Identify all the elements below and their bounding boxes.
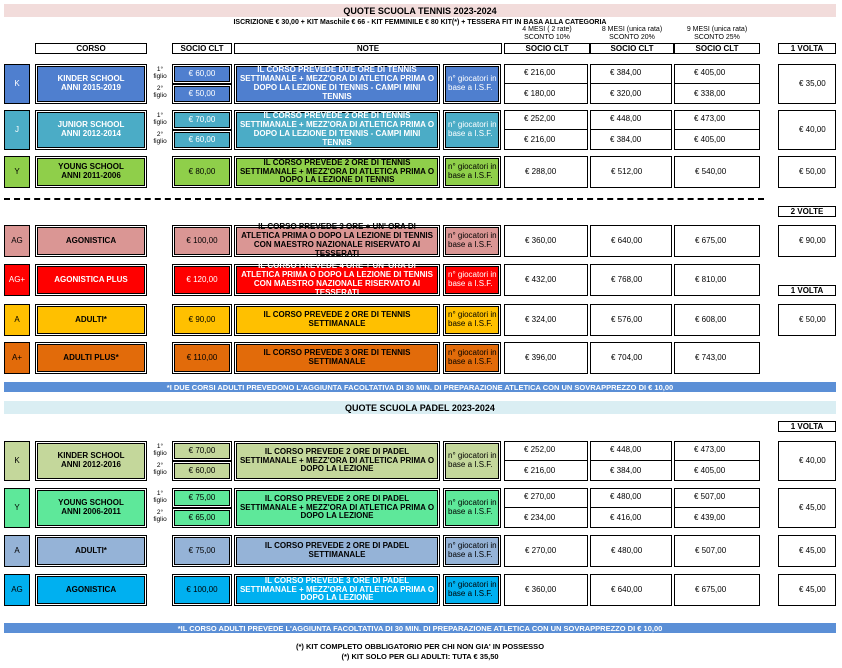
col-header-corso: CORSO (35, 43, 147, 54)
price-8m: € 640,00 (590, 574, 672, 606)
price-9m: € 608,00 (674, 304, 760, 336)
price-9m-2: € 405,00 (694, 134, 726, 144)
col-header-1-volta-b: 1 VOLTA (778, 285, 836, 296)
price-4m-2: € 216,00 (524, 134, 556, 144)
giocatori-note: n° giocatori in base a I.S.F. (443, 64, 501, 104)
row-code: AG+ (4, 264, 30, 296)
price-8m: € 640,00 (590, 225, 672, 257)
giocatori-note: n° giocatori in base a I.S.F. (443, 264, 501, 296)
giocatori-note: n° giocatori in base a I.S.F. (443, 156, 501, 188)
price-4m: € 360,00 (504, 574, 588, 606)
course-note: IL CORSO PREVEDE 3 ORE DI TENNIS SETTIMANALE (234, 342, 440, 374)
price-4m-1: € 252,00 (504, 110, 588, 130)
course-name: KINDER SCHOOL ANNI 2012-2016 (35, 441, 147, 481)
figlio-1-label: 1° figlio (153, 66, 167, 80)
price-8m-1: € 448,00 (590, 110, 672, 130)
row-code: K (4, 441, 30, 481)
price-8m-1: € 480,00 (590, 488, 672, 508)
giocatori-note: n° giocatori in base a I.S.F. (443, 535, 501, 567)
price-9m-2: € 439,00 (694, 512, 726, 522)
price-8m: € 576,00 (590, 304, 672, 336)
course-note: IL CORSO PREVEDE 2 ORE DI PADEL SETTIMANALE (234, 535, 440, 567)
giocatori-note: n° giocatori in base a I.S.F. (443, 342, 501, 374)
price-4m: € 432,00 (504, 264, 588, 296)
price-8m: € 512,00 (590, 156, 672, 188)
row-code: K (4, 64, 30, 104)
socio-price-1: € 120,00 (172, 264, 232, 296)
figlio-2-label: 2° figlio (153, 462, 167, 476)
giocatori-note: n° giocatori in base a I.S.F. (443, 441, 501, 481)
tennis-adulti-banner: *I DUE CORSI ADULTI PREVEDONO L'AGGIUNTA FACOLTATIVA DI 30 MIN. DI PREPARAZIONE ATLETICA CON UN SOVRAPPREZZO DI € 10,00 (4, 382, 836, 392)
course-name: AGONISTICA PLUS (35, 264, 147, 296)
figlio-1-label: 1° figlio (153, 443, 167, 457)
course-name: ADULTI* (35, 535, 147, 567)
price-9m-1: € 473,00 (674, 110, 760, 130)
price-9m-1: € 405,00 (674, 64, 760, 84)
price-9m-1: € 473,00 (674, 441, 760, 461)
price-9m-1: € 507,00 (674, 488, 760, 508)
row-code: A (4, 535, 30, 567)
padel-col-header-1-volta: 1 VOLTA (778, 421, 836, 432)
plan-header-4m: 4 MESI ( 2 rate) SCONTO 10% (522, 26, 572, 41)
col-header-plan-8m: SOCIO CLT (590, 43, 674, 54)
row-code: J (4, 110, 30, 150)
padel-title-bar (4, 401, 836, 414)
price-1-volta: € 45,00 (778, 535, 836, 567)
price-4m-1: € 252,00 (504, 441, 588, 461)
padel-title: QUOTE SCUOLA PADEL 2023-2024 (345, 402, 495, 413)
col-header-socio: SOCIO CLT (172, 43, 232, 54)
price-8m-2: € 416,00 (610, 512, 642, 522)
price-4m: € 324,00 (504, 304, 588, 336)
figlio-2-label: 2° figlio (153, 131, 167, 145)
row-code: Y (4, 156, 30, 188)
price-4m: € 396,00 (504, 342, 588, 374)
price-1-volta: € 45,00 (778, 488, 836, 528)
socio-price-2: € 65,00 (172, 508, 232, 528)
price-9m-2: € 338,00 (694, 88, 726, 98)
giocatori-note: n° giocatori in base a I.S.F. (443, 574, 501, 606)
row-code: A (4, 304, 30, 336)
course-note: IL CORSO PREVEDE 3 ORE DI PADEL SETTIMANALE + MEZZ'ORA DI ATLETICA PRIMA O DOPO LA LEZIONE (234, 574, 440, 606)
footer-line-1: (*) KIT COMPLETO OBBLIGATORIO PER CHI NON GIA' IN POSSESSO (295, 642, 545, 651)
course-note: IL CORSO PREVEDE 2 ORE DI TENNIS SETTIMANALE + MEZZ'ORA DI ATLETICA PRIMA O DOPO LA LEZIONE DI TENNIS - CAMPI MINI TENNIS (234, 110, 440, 150)
price-4m-2: € 180,00 (524, 88, 556, 98)
price-9m: € 675,00 (674, 574, 760, 606)
socio-price-1: € 70,00 (172, 441, 232, 461)
tennis-title-bar (4, 4, 836, 17)
socio-price-1: € 100,00 (172, 574, 232, 606)
price-9m: € 675,00 (674, 225, 760, 257)
col-header-plan-4m: SOCIO CLT (504, 43, 590, 54)
socio-price-1: € 60,00 (172, 64, 232, 84)
footer-line-2: (*) KIT SOLO PER GLI ADULTI: TUTA € 35,50 (341, 652, 499, 661)
price-9m: € 743,00 (674, 342, 760, 374)
figlio-1-label: 1° figlio (153, 112, 167, 126)
price-8m: € 480,00 (590, 535, 672, 567)
figlio-2-label: 2° figlio (153, 509, 167, 523)
figlio-1-label: 1° figlio (153, 490, 167, 504)
course-name: JUNIOR SCHOOL ANNI 2012-2014 (35, 110, 147, 150)
price-8m-2: € 320,00 (610, 88, 642, 98)
price-4m-2: € 234,00 (524, 512, 556, 522)
giocatori-note: n° giocatori in base a I.S.F. (443, 225, 501, 257)
course-note: IL CORSO PREVEDE 4 ORE + UN' ORA DI ATLETICA PRIMA O DOPO LA LEZIONE DI TENNIS CON MAESTRO NAZIONALE RISERVATO AI TESSERATI (234, 264, 440, 296)
socio-price-1: € 100,00 (172, 225, 232, 257)
price-1-volta: € 50,00 (778, 304, 836, 336)
price-1-volta: € 50,00 (778, 156, 836, 188)
socio-price-1: € 75,00 (172, 535, 232, 567)
price-9m-2: € 405,00 (694, 465, 726, 475)
price-8m: € 704,00 (590, 342, 672, 374)
plan-header-8m: 8 MESI (unica rata) SCONTO 20% (601, 26, 663, 41)
price-1-volta: € 35,00 (778, 64, 836, 104)
col-header-note: NOTE (234, 43, 502, 54)
price-9m: € 507,00 (674, 535, 760, 567)
course-note: IL CORSO PREVEDE 2 ORE DI PADEL SETTIMANALE + MEZZ'ORA DI ATLETICA PRIMA O DOPO LA LEZIONE (234, 441, 440, 481)
socio-price-1: € 110,00 (172, 342, 232, 374)
socio-price-1: € 75,00 (172, 488, 232, 508)
course-note: IL CORSO PREVEDE 2 ORE DI PADEL SETTIMANALE + MEZZ'ORA DI ATLETICA PRIMA O DOPO LA LEZIONE (234, 488, 440, 528)
socio-price-2: € 50,00 (172, 84, 232, 104)
course-name: ADULTI* (35, 304, 147, 336)
price-4m: € 288,00 (504, 156, 588, 188)
padel-adulti-banner: *IL CORSO ADULTI PREVEDE L'AGGIUNTA FACOLTATIVA DI 30 MIN. DI PREPARAZIONE ATLETICA CON UN SOVRAPPREZZO DI € 10,00 (4, 623, 836, 633)
figlio-2-label: 2° figlio (153, 85, 167, 99)
price-4m: € 270,00 (504, 535, 588, 567)
row-code: AG (4, 225, 30, 257)
price-8m: € 768,00 (590, 264, 672, 296)
course-note: IL CORSO PREVEDE 2 ORE DI TENNIS SETTIMANALE (234, 304, 440, 336)
col-header-2-volte: 2 VOLTE (778, 206, 836, 217)
row-code: Y (4, 488, 30, 528)
giocatori-note: n° giocatori in base a I.S.F. (443, 488, 501, 528)
price-1-volta: € 45,00 (778, 574, 836, 606)
socio-price-2: € 60,00 (172, 130, 232, 150)
row-code: AG (4, 574, 30, 606)
giocatori-note: n° giocatori in base a I.S.F. (443, 304, 501, 336)
course-name: YOUNG SCHOOL ANNI 2006-2011 (35, 488, 147, 528)
price-8m-2: € 384,00 (610, 134, 642, 144)
price-9m: € 810,00 (674, 264, 760, 296)
course-note: IL CORSO PREVEDE DUE ORE DI TENNIS SETTIMANALE + MEZZ'ORA DI ATLETICA PRIMA O DOPO LA LEZIONE DI TENNIS - CAMPI MINI TENNIS (234, 64, 440, 104)
course-name: AGONISTICA (35, 574, 147, 606)
course-name: KINDER SCHOOL ANNI 2015-2019 (35, 64, 147, 104)
course-name: AGONISTICA (35, 225, 147, 257)
row-code: A+ (4, 342, 30, 374)
course-name: YOUNG SCHOOL ANNI 2011-2006 (35, 156, 147, 188)
price-4m: € 360,00 (504, 225, 588, 257)
section-divider (4, 198, 764, 200)
price-4m-1: € 216,00 (504, 64, 588, 84)
price-8m-2: € 384,00 (610, 465, 642, 475)
course-note: IL CORSO PREVEDE 3 ORE + UN' ORA DI ATLETICA PRIMA O DOPO LA LEZIONE DI TENNIS CON MAESTRO NAZIONALE RISERVATO AI TESSERATI (234, 225, 440, 257)
price-1-volta: € 40,00 (778, 441, 836, 481)
col-header-plan-9m: SOCIO CLT (674, 43, 760, 54)
course-name: ADULTI PLUS* (35, 342, 147, 374)
price-8m-1: € 448,00 (590, 441, 672, 461)
footer-kit-note (4, 642, 836, 662)
col-header-1-volta: 1 VOLTA (778, 43, 836, 54)
giocatori-note: n° giocatori in base a I.S.F. (443, 110, 501, 150)
price-4m-1: € 270,00 (504, 488, 588, 508)
tennis-title: QUOTE SCUOLA TENNIS 2023-2024 (343, 5, 497, 16)
socio-price-1: € 80,00 (172, 156, 232, 188)
socio-price-2: € 60,00 (172, 461, 232, 481)
price-4m-2: € 216,00 (524, 465, 556, 475)
price-8m-1: € 384,00 (590, 64, 672, 84)
price-9m: € 540,00 (674, 156, 760, 188)
course-note: IL CORSO PREVEDE 2 ORE DI TENNIS SETTIMANALE + MEZZ'ORA DI ATLETICA PRIMA O DOPO LA LEZIONE DI TENNIS (234, 156, 440, 188)
price-2-volte: € 90,00 (778, 225, 836, 257)
socio-price-1: € 70,00 (172, 110, 232, 130)
price-1-volta: € 40,00 (778, 110, 836, 150)
socio-price-1: € 90,00 (172, 304, 232, 336)
tennis-subtitle: ISCRIZIONE € 30,00 + KIT Maschile € 66 - KIT FEMMINILE € 80 KIT(*) + TESSERA FIT IN BASA ALLA CATEGORIA (233, 18, 607, 26)
plan-header-9m: 9 MESI (unica rata) SCONTO 25% (686, 26, 748, 41)
